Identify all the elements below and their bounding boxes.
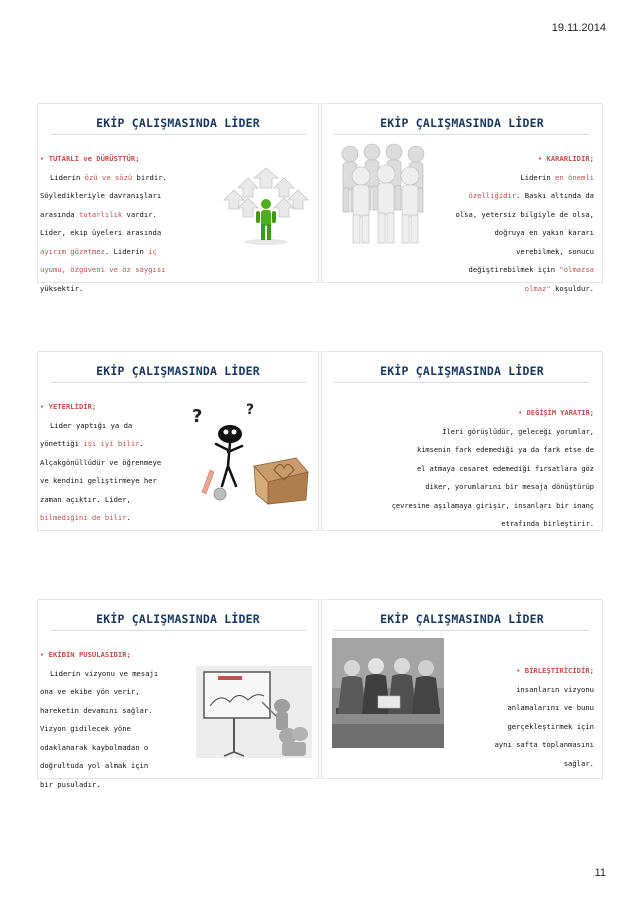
- text-line: anlamalarını ve bunu: [507, 703, 594, 712]
- text-line: arasında: [40, 209, 79, 219]
- slide-title: EKİP ÇALIŞMASINDA LİDER: [380, 612, 544, 626]
- text-line: verebilmek, sonucu: [516, 246, 594, 256]
- highlight: iç: [148, 246, 157, 256]
- slide-title: EKİP ÇALIŞMASINDA LİDER: [96, 364, 260, 378]
- svg-text:?: ?: [192, 406, 203, 427]
- header-date: 19.11.2014: [551, 22, 606, 34]
- highlight: işi iyi bilir: [83, 439, 140, 448]
- text-line: sağlar.: [563, 758, 594, 768]
- text-line: koşuldur.: [550, 283, 594, 293]
- slide-title: EKİP ÇALIŞMASINDA LİDER: [380, 116, 544, 130]
- text-line: Alçakgönüllüdür ve öğrenmeye: [40, 457, 162, 467]
- text-line: Liderin: [50, 172, 85, 182]
- text-line: insanların vizyonu: [516, 684, 594, 694]
- bullet-icon: •: [518, 409, 527, 417]
- highlight: uyumu, özgüveni ve öz saygısı: [40, 265, 166, 274]
- slide-heading: EKİBİN PUSULASIDIR;: [48, 650, 131, 659]
- whiteboard-presentation-illustration: [196, 666, 312, 758]
- highlight: tutarlılık: [78, 209, 123, 219]
- title-divider: [50, 382, 306, 383]
- slide-heading: DEĞİŞİM YARATIR;: [526, 409, 594, 417]
- text-line: odaklanarak kaybolmadan o: [40, 742, 149, 752]
- text-line: gerçekleştirmek için: [507, 721, 594, 731]
- title-divider: [334, 134, 590, 135]
- text-line: olsa, yetersiz bilgiyle de olsa,: [455, 209, 594, 219]
- text-line: Lider yaptığı ya da: [50, 420, 133, 430]
- highlight: ayırım gözetmez: [40, 246, 105, 256]
- crowd-figures-illustration: [330, 140, 442, 250]
- text-line: Lider, ekip üyeleri arasında: [40, 228, 162, 237]
- text-line: Vizyon gidilecek yöne: [40, 724, 131, 733]
- slide-heading: BİRLEŞTİRİCİDİR;: [524, 666, 594, 675]
- highlight: özü ve sözü: [84, 172, 133, 182]
- arrows-leader-illustration: [218, 164, 314, 248]
- text-line: ona ve ekibe yön verir,: [40, 687, 140, 696]
- svg-text:?: ?: [246, 402, 255, 418]
- text-line: . Liderin: [104, 246, 149, 256]
- text-line: birdir.: [132, 172, 167, 182]
- slide-text: [456, 150, 594, 298]
- slide-title: EKİP ÇALIŞMASINDA LİDER: [380, 364, 544, 378]
- text-line: değiştirebilmek için: [468, 265, 560, 274]
- slide-4: [322, 352, 602, 530]
- slide-3: [38, 352, 318, 530]
- text-line: bir pusuladır.: [40, 779, 101, 789]
- bullet-icon: •: [40, 650, 49, 659]
- text-line: doğruya en yakın kararı: [494, 228, 594, 237]
- text-line: hareketin devamını sağlar.: [40, 705, 153, 715]
- text-line: yönettiği: [40, 439, 84, 448]
- text-line: vardır.: [122, 209, 157, 219]
- bullet-icon: •: [40, 154, 49, 163]
- slide-1: [38, 104, 318, 293]
- slide-title: EKİP ÇALIŞMASINDA LİDER: [96, 116, 260, 130]
- title-divider: [334, 382, 590, 383]
- slide-5: [38, 600, 318, 789]
- text-line: diker, yorumlarını bir mesaja dönüştürüp: [425, 483, 594, 491]
- text-line: .: [126, 513, 131, 522]
- text-line: Söyledikleriyle davranışları: [40, 191, 162, 200]
- text-line: zaman açıktır. Lider,: [40, 494, 131, 504]
- slide-heading: TUTARLI ve DÜRÜSTTÜR;: [48, 154, 140, 163]
- highlight: "olmazsa: [559, 265, 594, 274]
- slide-text: [40, 646, 158, 794]
- text-line: ve kendini geliştirmeye her: [40, 476, 157, 485]
- bullet-icon: •: [516, 666, 525, 675]
- text-line: etrafında birleştirir.: [501, 520, 594, 528]
- text-line: .: [139, 439, 144, 448]
- title-divider: [334, 630, 590, 631]
- highlight: özelliğidir: [468, 191, 517, 200]
- highlight: en önemli: [555, 172, 594, 182]
- text-line: Liderin: [520, 172, 556, 182]
- text-line: . Baskı altında da: [516, 191, 594, 200]
- slide-text: [40, 398, 161, 528]
- slide-heading: KARARLIDIR;: [546, 154, 594, 163]
- title-divider: [50, 630, 306, 631]
- thinking-figure-box-illustration: [188, 400, 314, 504]
- text-line: İleri görüşlüdür, geleceği yorumlar,: [442, 427, 594, 436]
- title-divider: [50, 134, 306, 135]
- page-number: 11: [594, 867, 606, 879]
- slide-text: [392, 404, 594, 534]
- text-line: Liderin vizyonu ve mesajı: [50, 668, 159, 678]
- bullet-icon: •: [537, 154, 547, 163]
- bullet-icon: •: [40, 402, 49, 411]
- text-line: çevresine aşılamaya girişir, insanları bir inanç: [391, 501, 594, 510]
- text-line: doğrultuda yol almak için: [40, 761, 149, 770]
- slide-6: [322, 600, 602, 778]
- text-line: kimsenin fark edemediği ya da fark etse de: [416, 446, 594, 454]
- slide-2: [322, 104, 602, 293]
- slide-heading: YETERLİDİR;: [48, 402, 97, 411]
- women-on-bench-photo: [332, 638, 444, 748]
- slide-title: EKİP ÇALIŞMASINDA LİDER: [96, 612, 260, 626]
- slide-text: [40, 150, 167, 298]
- text-line: aynı safta toplanmasını: [494, 740, 594, 749]
- text-line: el atmaya cesaret edemediği fırsatlara göz: [416, 464, 594, 473]
- slide-text: [494, 662, 594, 773]
- text-line: yüksektir.: [40, 283, 84, 293]
- highlight: olmaz": [524, 283, 551, 293]
- highlight: bilmediğini de bilir: [40, 513, 127, 522]
